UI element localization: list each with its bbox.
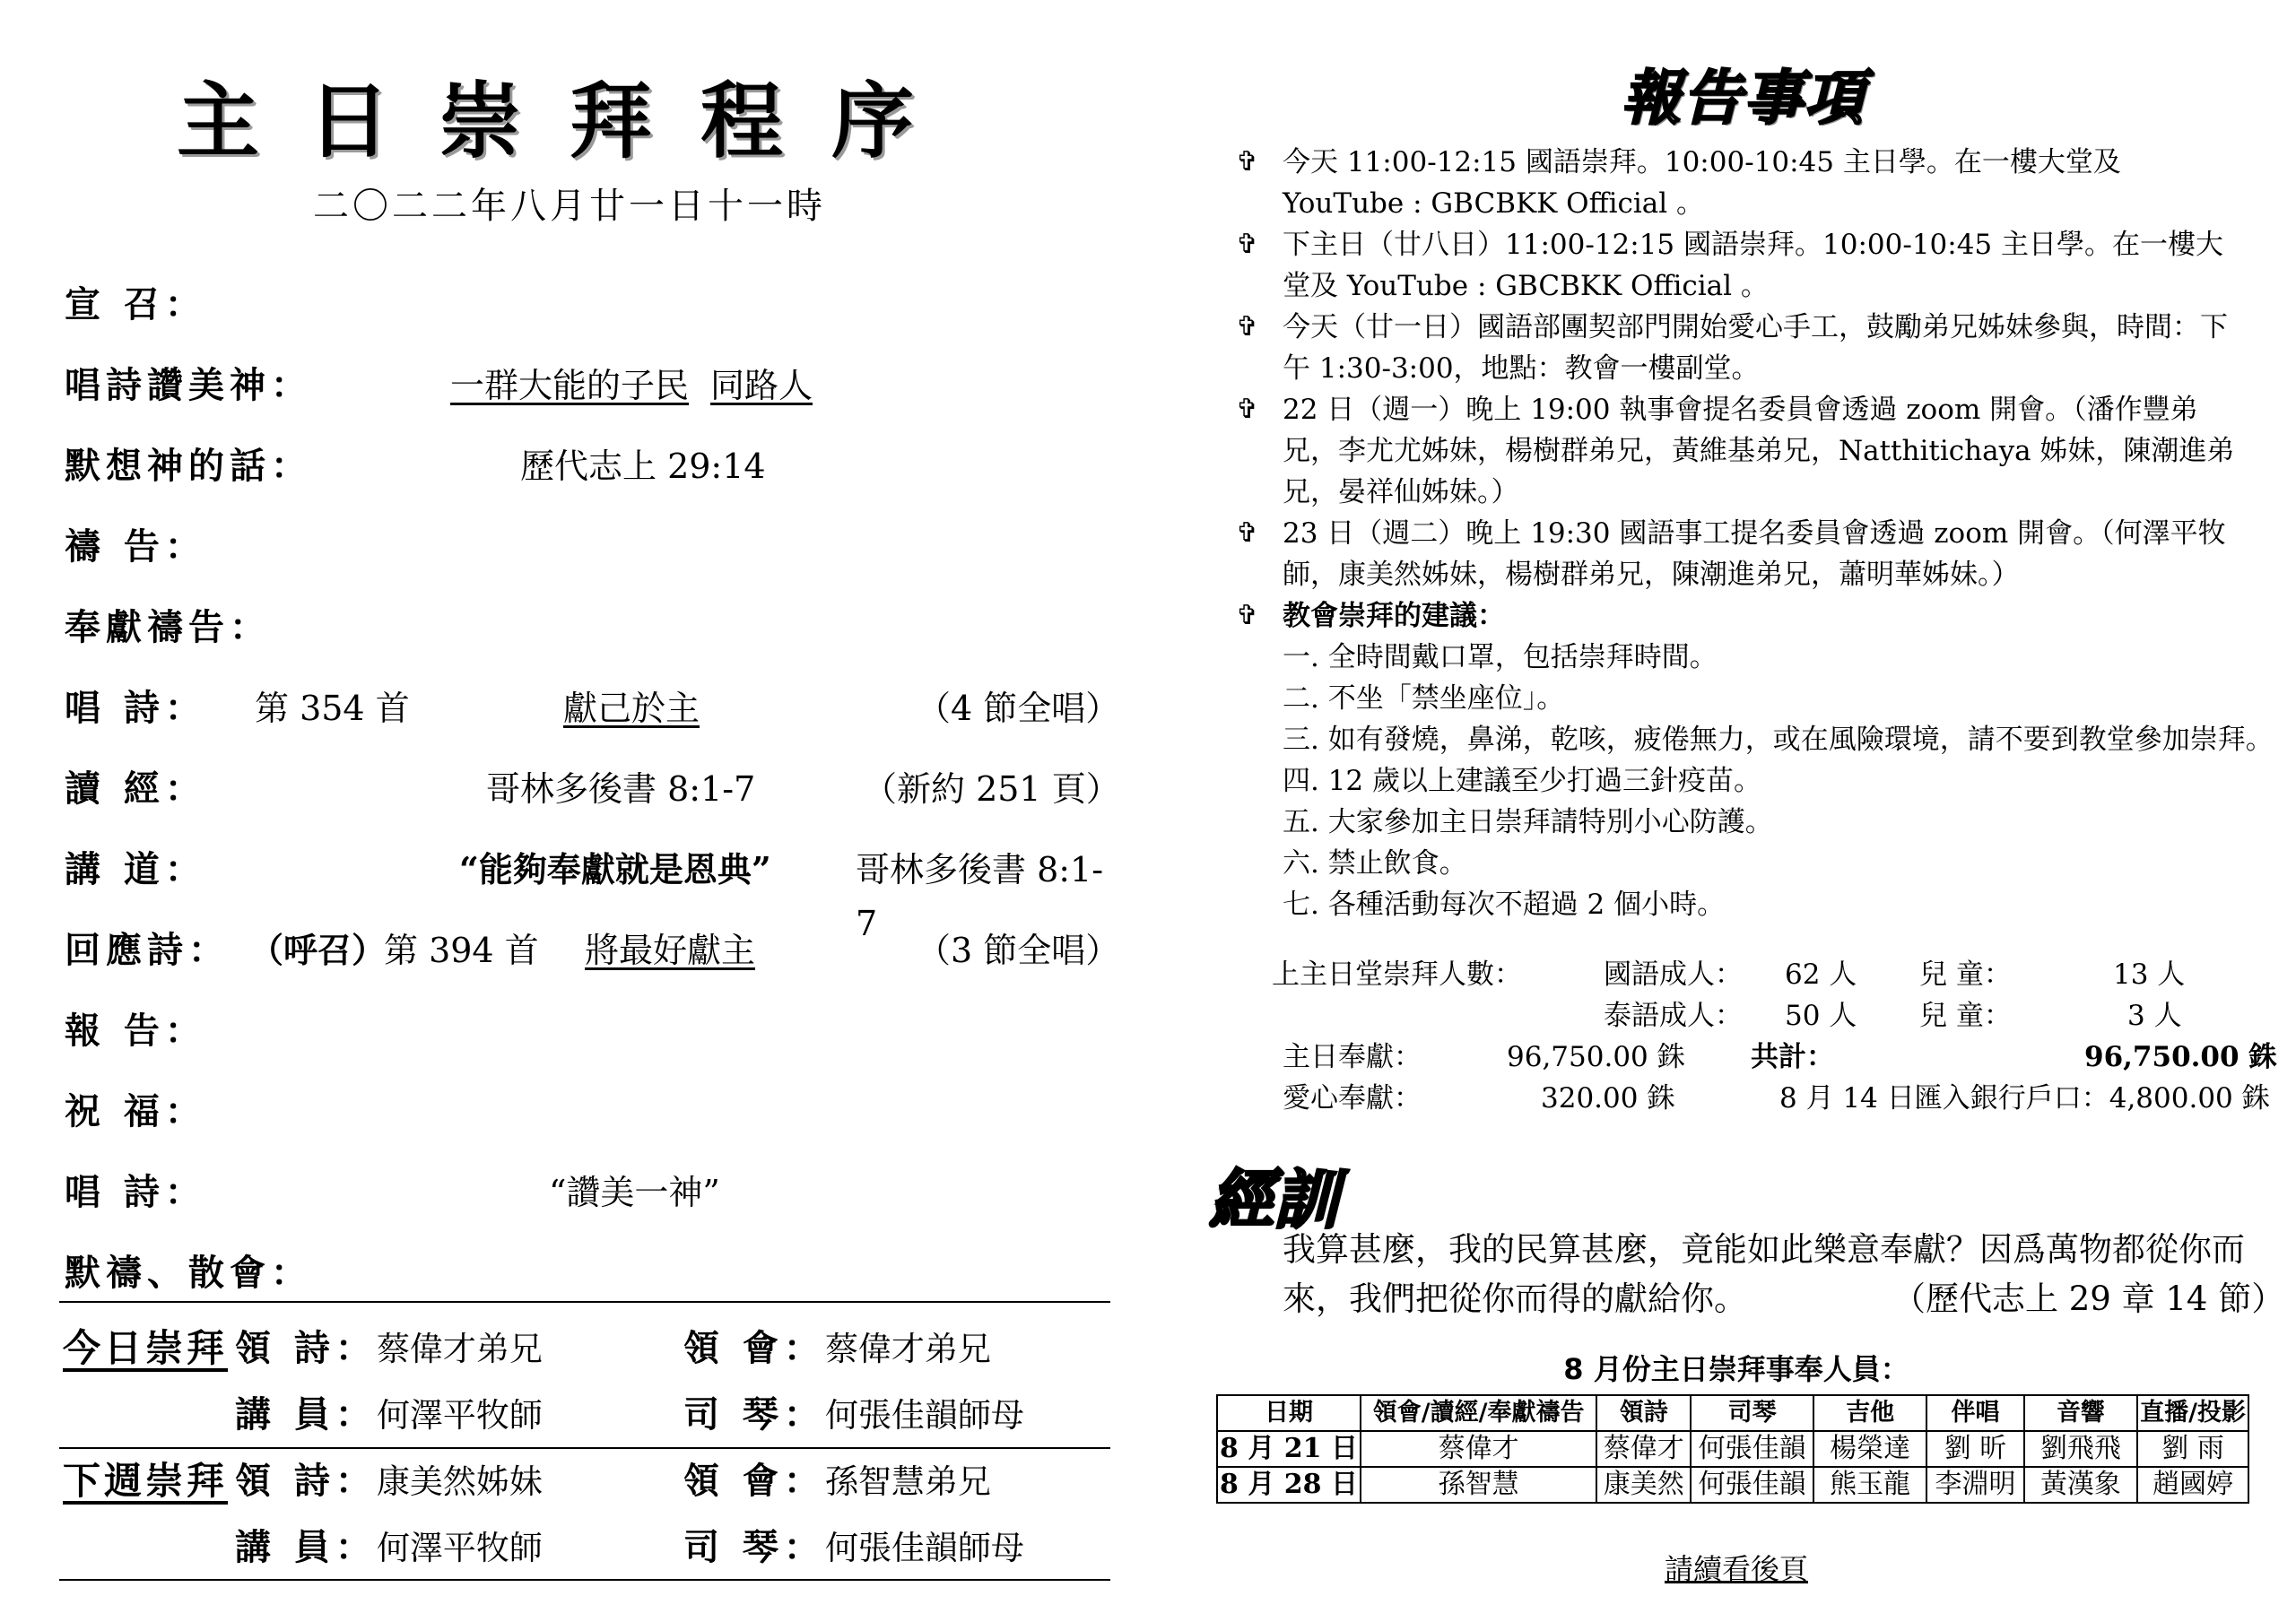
sermon-topic: “能夠奉獻就是恩典” xyxy=(459,849,771,889)
roster-header: 伴唱 xyxy=(1926,1395,2023,1431)
order-reading xyxy=(65,762,1120,816)
announcement-2: ✞ 下主日（廿八日）11:00-12:15 國語崇拜。10:00-10:45 主日學。在一樓大堂及 YouTube : GBCBKK Official 。 xyxy=(1236,224,2245,307)
roster-cell: 黃漢象 xyxy=(2024,1467,2137,1503)
mandarin-children-label: 兒 童： xyxy=(1919,958,2012,991)
closing-label: 默禱、散會： xyxy=(65,1252,312,1294)
announcement-4: ✞ 22 日（週一）晚上 19:00 執事會提名委員會透過 zoom 開會。（潘作豐弟兄，李尤尤姊妹，楊樹群弟兄，黃維基弟兄，Natthitichaya 姊妹，陳潮進弟兄，晏祥仙姊妹。） xyxy=(1236,389,2245,513)
announcements-title: 報告事項 xyxy=(1622,63,1866,133)
cross-icon: ✞ xyxy=(1236,229,1259,260)
next-week-label: 下週崇拜 xyxy=(63,1459,229,1503)
roster-header-row xyxy=(1217,1395,2248,1431)
today-pianist: 司 琴：何張佳韻師母 xyxy=(683,1393,1024,1436)
today-lead-service: 領 會：蔡偉才弟兄 xyxy=(683,1327,991,1369)
roster-cell: 康美然 xyxy=(1596,1467,1691,1503)
next-pianist: 司 琴：何張佳韻師母 xyxy=(683,1526,1024,1568)
hymn-name: 獻己於主 xyxy=(563,689,700,728)
scripture-reference: （歷代志上 29 章 14 節） xyxy=(1892,1279,2285,1318)
suggestion-2: 二. 不坐「禁坐座位」。 xyxy=(1283,682,1565,715)
reading-note: （新約 251 頁） xyxy=(863,769,1120,809)
mandarin-adults: 62 人 xyxy=(1785,958,1857,991)
roster-cell: 李淵明 xyxy=(1926,1467,2023,1503)
cross-icon: ✞ xyxy=(1236,394,1259,425)
response-call: （呼召） xyxy=(249,930,387,970)
prayer-label: 禱 告： xyxy=(65,525,206,568)
announcement-5: ✞ 23 日（週二）晚上 19:30 國語事工提名委員會透過 zoom 開會。（何澤平牧師，康美然姊妹，楊樹群弟兄，陳潮進弟兄，蕭明華姊妹。） xyxy=(1236,513,2245,595)
today-label: 今日崇拜 xyxy=(63,1326,229,1370)
praise-song-1: 一群大能的子民 xyxy=(450,366,690,405)
roster-cell: 楊榮達 xyxy=(1813,1431,1926,1467)
next-lead-service: 領 會：孫智慧弟兄 xyxy=(683,1460,991,1502)
total-label: 共計： xyxy=(1751,1041,1834,1073)
order-praise xyxy=(65,359,1105,412)
roster-cell: 劉 雨 xyxy=(2137,1431,2248,1467)
blessing-label: 祝 福： xyxy=(65,1090,206,1132)
roster-header: 吉他 xyxy=(1813,1395,1926,1431)
divider-middle xyxy=(59,1447,1110,1449)
roster-header: 領詩 xyxy=(1596,1395,1691,1431)
response-name: 將最好獻主 xyxy=(585,931,756,970)
response-number: 第 394 首 xyxy=(384,931,539,970)
thai-children-label: 兒 童： xyxy=(1919,1000,2012,1032)
roster-cell: 孫智慧 xyxy=(1361,1467,1596,1503)
order-response xyxy=(65,924,1120,977)
order-meditate xyxy=(65,439,1105,493)
praise-song-2: 同路人 xyxy=(710,366,813,405)
response-note: （3 節全唱） xyxy=(917,931,1120,970)
sunday-offering-label: 主日奉獻： xyxy=(1283,1041,1422,1073)
cross-icon: ✞ xyxy=(1236,600,1259,631)
call-label: 宣 召： xyxy=(65,283,206,325)
hymn-label: 唱 詩： xyxy=(65,687,206,729)
offering-label: 奉獻禱告： xyxy=(65,606,271,648)
thai-adults-label: 泰語成人： xyxy=(1604,1000,1743,1032)
table-row xyxy=(1217,1467,2248,1503)
bank-deposit: 8 月 14 日匯入銀行戶口：4,800.00 銖 xyxy=(1779,1082,2270,1115)
roster-table xyxy=(1216,1394,2249,1504)
next-lead-song: 領 詩：康美然姊妹 xyxy=(235,1460,543,1502)
reading-ref: 哥林多後書 8:1-7 xyxy=(486,769,756,809)
scripture-title: 經訓 xyxy=(1209,1161,1339,1237)
today-speaker: 講 員：何澤平牧師 xyxy=(235,1393,543,1436)
response-label: 回應詩： xyxy=(65,929,230,971)
scripture-line-2: 來，我們把從你而得的獻給你。 xyxy=(1283,1279,1747,1318)
order-hymn xyxy=(65,681,1120,735)
suggestions-heading: ✞ 教會崇拜的建議： xyxy=(1236,595,2245,637)
song-label: 唱 詩： xyxy=(65,1171,206,1213)
roster-header: 司琴 xyxy=(1691,1395,1813,1431)
roster-cell: 劉 昕 xyxy=(1926,1431,2023,1467)
suggestion-4: 四. 12 歲以上建議至少打過三針疫苗。 xyxy=(1283,765,1762,797)
reading-label: 讀 經： xyxy=(65,768,206,810)
praise-label: 唱詩讚美神： xyxy=(65,364,312,406)
order-song xyxy=(65,1166,1105,1219)
roster-cell: 8 月 28 日 xyxy=(1217,1467,1361,1503)
announcement-1: ✞ 今天 11:00-12:15 國語崇拜。10:00-10:45 主日學。在一樓大堂及 YouTube : GBCBKK Official 。 xyxy=(1236,142,2245,224)
meditate-label: 默想神的話： xyxy=(65,445,312,487)
suggestion-1: 一. 全時間戴口罩，包括崇拜時間。 xyxy=(1283,641,1718,673)
hymn-note: （4 節全唱） xyxy=(917,689,1120,728)
roster-header: 領會/讀經/奉獻禱告 xyxy=(1361,1395,1596,1431)
divider-top xyxy=(59,1301,1110,1303)
suggestion-3: 三. 如有發燒，鼻涕，乾咳，疲倦無力，或在風險環境，請不要到教堂參加崇拜。 xyxy=(1283,724,2274,756)
announcement-3: ✞ 今天（廿一日）國語部團契部門開始愛心手工，鼓勵弟兄姊妹參與，時間：下午 1:30-3:00，地點：教會一樓副堂。 xyxy=(1236,307,2245,389)
today-lead-song: 領 詩：蔡偉才弟兄 xyxy=(235,1327,543,1369)
love-offering: 320.00 銖 xyxy=(1541,1082,1675,1115)
order-offering xyxy=(65,601,1105,655)
thai-children: 3 人 xyxy=(2127,1000,2182,1032)
sermon-label: 講 道： xyxy=(65,848,206,890)
table-row xyxy=(1217,1431,2248,1467)
order-blessing xyxy=(65,1085,1105,1139)
next-speaker: 講 員：何澤平牧師 xyxy=(235,1526,543,1568)
order-call xyxy=(65,278,1105,332)
hymn-number: 第 354 首 xyxy=(255,689,410,728)
suggestion-5: 五. 大家參加主日崇拜請特別小心防護。 xyxy=(1283,806,1773,838)
roster-cell: 何張佳韻 xyxy=(1691,1467,1813,1503)
order-closing xyxy=(65,1246,1105,1300)
attendance-label: 上主日堂崇拜人數： xyxy=(1272,958,1522,991)
roster-header: 直播/投影 xyxy=(2137,1395,2248,1431)
scripture-line-1: 我算甚麼，我的民算甚麼，竟能如此樂意奉獻？因爲萬物都從你而 xyxy=(1283,1230,2245,1269)
cross-icon: ✞ xyxy=(1236,146,1259,178)
sunday-offering: 96,750.00 銖 xyxy=(1507,1041,1685,1073)
roster-cell: 熊玉龍 xyxy=(1813,1467,1926,1503)
roster-cell: 趙國婷 xyxy=(2137,1467,2248,1503)
continue-next-page: 請續看後頁 xyxy=(1664,1552,1808,1586)
divider-bottom xyxy=(59,1579,1110,1581)
roster-header: 日期 xyxy=(1217,1395,1361,1431)
roster-header: 音響 xyxy=(2024,1395,2137,1431)
sermon-ref: 哥林多後書 8:1-7 xyxy=(856,850,1104,943)
mandarin-adults-label: 國語成人： xyxy=(1604,958,1743,991)
roster-title: 8 月份主日崇拜事奉人員： xyxy=(1563,1352,1909,1386)
meditate-ref: 歷代志上 29:14 xyxy=(520,447,766,486)
roster-cell: 何張佳韻 xyxy=(1691,1431,1813,1467)
thai-adults: 50 人 xyxy=(1785,1000,1857,1032)
order-prayer xyxy=(65,520,1105,574)
love-offering-label: 愛心奉獻： xyxy=(1283,1082,1422,1115)
roster-cell: 劉飛飛 xyxy=(2024,1431,2137,1467)
page-title: 主日崇拜程序 xyxy=(176,73,962,169)
roster-cell: 蔡偉才 xyxy=(1361,1431,1596,1467)
cross-icon: ✞ xyxy=(1236,517,1259,549)
song-name: “讚美一神” xyxy=(549,1173,720,1212)
roster-cell: 蔡偉才 xyxy=(1596,1431,1691,1467)
total-offering: 96,750.00 銖 xyxy=(2084,1041,2277,1073)
service-date: 二〇二二年八月廿一日十一時 xyxy=(313,186,826,227)
report-label: 報 告： xyxy=(65,1010,206,1052)
mandarin-children: 13 人 xyxy=(2113,958,2186,991)
order-report xyxy=(65,1004,1105,1058)
suggestion-6: 六. 禁止飲食。 xyxy=(1283,847,1467,880)
roster-cell: 8 月 21 日 xyxy=(1217,1431,1361,1467)
suggestion-7: 七. 各種活動每次不超過 2 個小時。 xyxy=(1283,889,1726,921)
order-sermon xyxy=(65,843,1105,943)
cross-icon: ✞ xyxy=(1236,311,1259,343)
